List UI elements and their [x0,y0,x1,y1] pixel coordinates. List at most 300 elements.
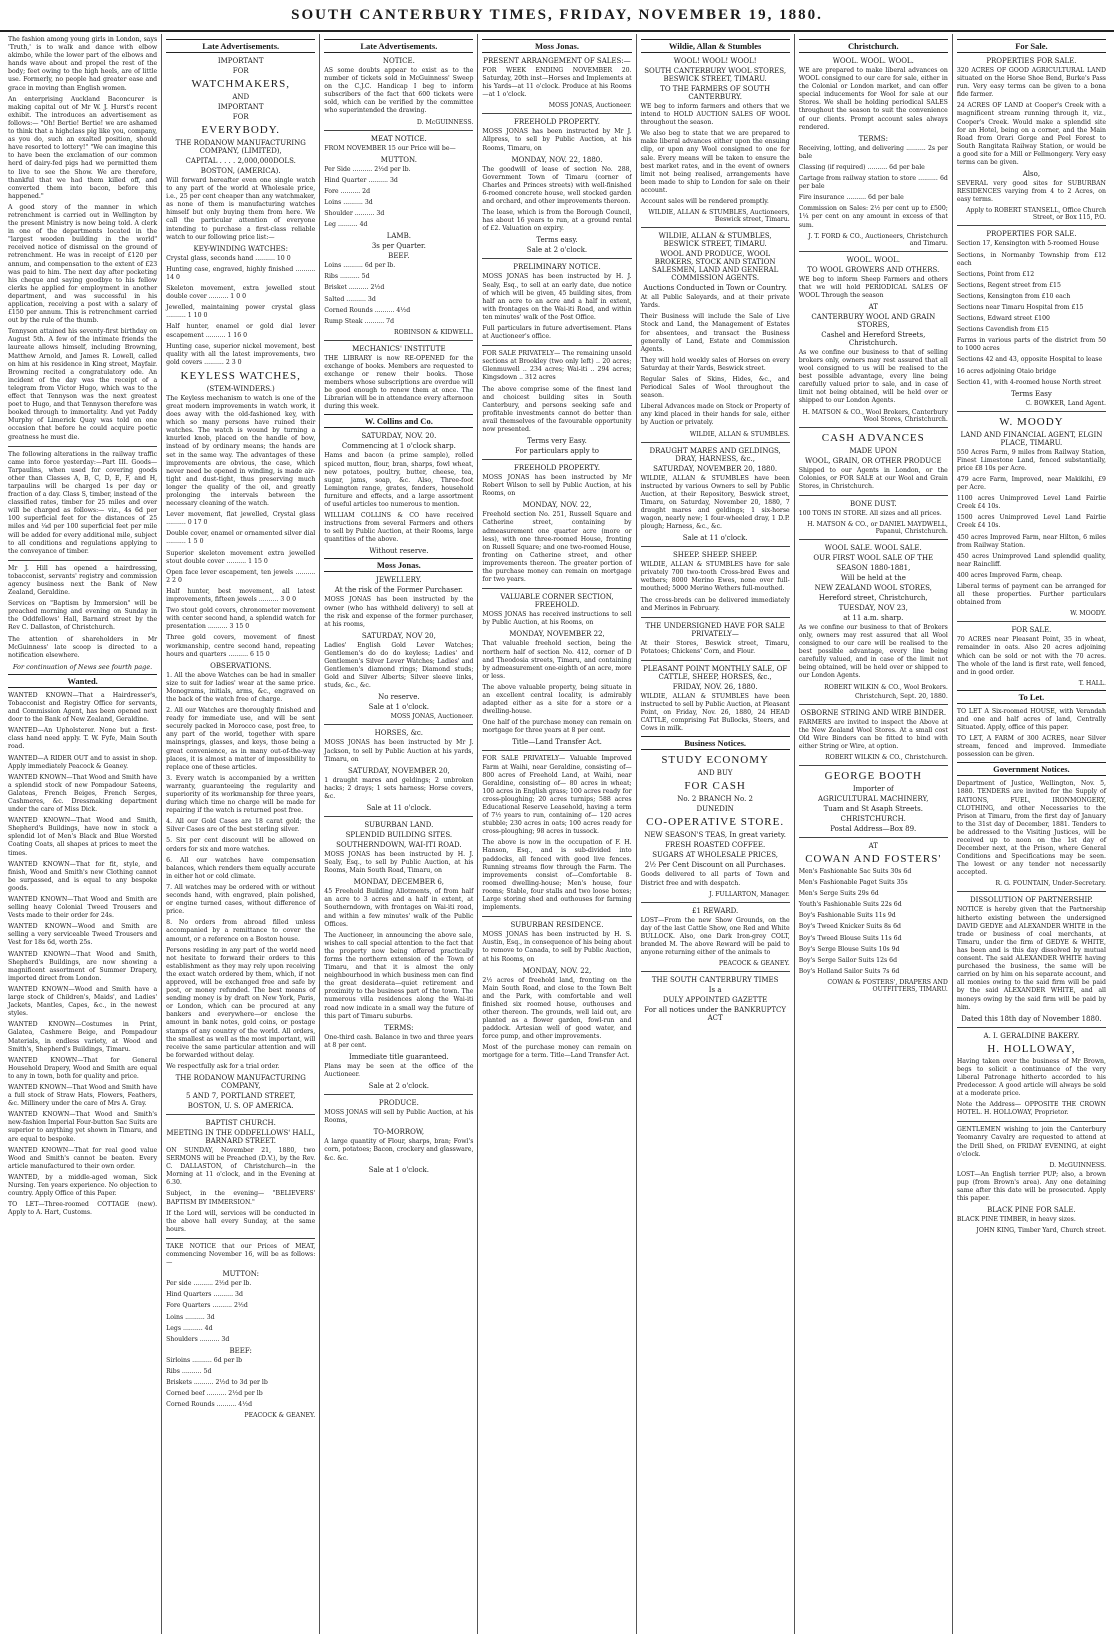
city: BOSTON, (AMERICA). [200,167,281,175]
divider [641,971,790,972]
ad-title: FREEHOLD PROPERTY. [514,118,600,127]
price-item: Three gold covers, movement of finest workmanship, centre second hand, repeating hours and quarters .......... 6 15 0 [166,634,318,658]
price-item: Boy's Serge Blouse Suits 10s 9d [798,945,900,953]
divider [799,495,948,496]
ad-line: Tuam and St Asaph Streets. [823,804,923,813]
ad-text: MOSS JONAS has been instructed by H. S. Austin, Esq., in consequence of his being about to remove to Canada, to sell by Public Auction, at his Rooms, on [482,931,634,963]
ad-line: Sale at 1 o'clock. [368,1165,430,1174]
divider [641,660,790,661]
ad-line: SATURDAY, NOV. 20. [361,432,437,441]
wanted-ad: WANTED KNOWN—That Wood and Smith, Shepherd's Buildings, have now in stock a splendid lot of Men's Black and Blue Worsted Coating Coats, all shapes at prices to meet the times. [8,817,160,857]
price-item: Boy's Tweed Knicker Suits 8s 6d [798,923,901,931]
ad-title: VALUABLE CORNER SECTION, FREEHOLD. [500,593,614,610]
wanted-ad: WANTED KNOWN—That Wood and Smith, Shepherd's Buildings, are now showing a magnificent assortment of Summer Drapery, imported direct from London. [8,950,160,982]
divider [799,765,948,766]
ad-text: The goodwill of lease of section No. 288, Government Town of Timaru (corner of Charles and Princes streets) with well-finished 6-roomed concrete house, well stocked garden and orchard, and other improvements thereon. [482,165,634,206]
divider [324,130,473,131]
price-item: Fore .......... 2d [324,187,371,195]
ad-text: LOST—From the new Show Grounds, on the day of the last Cattle Show, one Red and White BULLOCK. Also, one Dark Iron-grey COLT, branded M. The above Reward will be paid to anyone returning either of the animals to [640,916,792,956]
section-heading: Business Notices. [641,736,790,750]
price-item: Ribs .......... 5d [324,273,370,281]
list-item: Sections, Point from £12 [956,270,1035,278]
wanted-ad: WANTED KNOWN—That Wood and Smith have a full stock of Straw Hats, Flowers, Feathers, &c. Millinery under the care of Mrs A. Gray. [8,1083,160,1108]
ad-line: SOUTH CANTERBURY WOOL STORES, BESWICK STREET, TIMARU. [644,67,787,83]
ad-title: WOOL. WOOL. WOOL. [832,57,914,65]
price-item: Corned beef .......... 2½d per lb [166,1390,263,1398]
ad-line: Cashel and Hereford Streets, Christchurch. [821,330,926,347]
ad-line: FOR [232,67,249,75]
ad-text: Freehold section No. 251, Russell Square and Catherine street, containing by admeasurement one quarter acre (more or less), with one three-roomed House, fronting on Russell Square; and one two-roomed House, fronting on Catherine street, and other improvements thereon. The greater portion of the purchase money can remain on mortgage for two years. [482,511,634,584]
ad-title: WOOL. WOOL. [846,255,900,264]
list-item: 1100 acres Unimproved Level Land Fairlie Creek £4 10s. [956,495,1108,511]
list-item: Section 41, with 4-roomed house North street [956,378,1102,386]
divider [957,621,1106,622]
price-item: Men's Serge Suits 29s 6d [798,890,879,898]
ad-text: Ladies' English Gold Lever Watches; Gentlemen's do do do keyless; Ladies' and Gentlemen's Silver Lever Watches; Ladies' and Gentlemen's diamond rings; Diamond studs; Gold and Silver Alberts; Silver sleeve links, studs, &c., &c. [324,641,476,690]
signature: Apply to ROBERT STANSELL, Office Church Street, or Box 115, P.O. [966,207,1106,222]
ad-title: PRELIMINARY NOTICE. [513,263,601,272]
ad-line: Sale at 2 o'clock. [368,1082,430,1091]
ad-line: TO WOOL GROWERS AND OTHERS. [807,265,940,274]
news-paragraph: The following alterations in the railway traffic came into force yesterday:—Part III. Goods—Tarpaulins, when used for covering goods other than Classes A, B, C, D, E, F, and H, tarpaulins will be charged 1s per day or fraction of a day. Class S, timber, instead of the classified rates, timber for 25 miles and over will be charged as follows:— viz., 4s 6d per 100 superficial feet for the distances of 25 miles and ¼d per 100 superficial feet per mile will be added for every additional mile, subject to all conditions and regulations applying to the conveyance of timber. [8,450,160,555]
ad-line: Terms very Easy. [527,437,587,446]
ad-title: HORSES, &c. [374,729,424,738]
ad-text: FROM NOVEMBER 15 our Price will be— [324,144,456,152]
column-2 [161,34,319,1634]
signature: PEACOCK & GEANEY. [718,960,790,968]
ad-text: 1 draught mares and geldings; 2 unbroken hacks; 2 drays; 1 sets harness; Horse covers, &c. [324,776,476,800]
signature: H. MATSON & CO., Wool Brokers, Canterbury Wool Stores, Christchurch. [802,408,948,423]
price-item: Loins .......... 6d per lb. [324,262,396,270]
ad-line: MONDAY, DECEMBER 6, [353,878,445,887]
ad-text: One-third cash. Balance in two and three years at 8 per cent. [324,1033,476,1049]
ad-line: THE RODANOW MANUFACTURING COMPANY, [175,1074,306,1090]
ad-line: Title—Land Transfer Act. [512,738,602,747]
price-item: Double cover, enamel or ornamented silver dial .......... 1 5 0 [166,530,318,546]
signature: JOHN KING, Timber Yard, Church street. [976,1227,1106,1235]
price-heading: MUTTON. [380,155,417,164]
price-item: Shoulders .......... 3d [166,1335,230,1343]
newspaper-columns [4,34,1110,1634]
section-heading: Christchurch. [799,39,948,53]
ad-text: As we confine our business to that of selling brokers only, owners may rest assured that all wool consigned to us will be realised to the best possible advantage, every line being carefully valued prior to sale, and in case of limit not being obtained, will be held over or shipped to our London Agents. [798,348,950,405]
ad-text: Having taken over the business of Mr Brown, begs to solicit a continuance of the very Liberal Patronage hitherto accorded to his Predecessor. A good article will always be sold at a moderate price. [956,1057,1108,1098]
signature: WILDIE, ALLAN & STUMBLES. [689,430,790,438]
signature: MOSS JONAS, Auctioneer. [390,713,474,721]
ad-text: The above is now in the occupation of F. H. Hanson, Esq., and is sub-divided into paddocks, all fenced with good live fences. Running streams flow through the Farm. The improvements consist of—Comfortable 8-roomed dwelling-house; Men's house, four rooms; Stable, four stalls and two loose boxes; Large storing shed and outhouses for farming implements. [482,839,634,912]
ad-line: Dated this 18th day of November 1880. [961,1014,1102,1023]
signature: COWAN & FOSTERS', DRAPERS AND OUTFITTERS, TIMARU. [827,978,948,993]
ad-line: BOSTON, U. S. OF AMERICA. [187,1102,294,1110]
ad-line: TERMS: [384,1023,414,1032]
ad-text: MOSS JONAS has received instructions to sell by Public Auction, at his Rooms, on [482,611,634,627]
ad-title: PRODUCE. [378,1099,419,1108]
price-item: Half hunter, enamel or gold dial lever escapement .......... 1 16 0 [166,323,318,339]
ad-text: Full particulars in future advertisement. Plans at Auctioneer's office. [482,324,634,341]
divider [8,446,157,447]
ad-title: MEAT NOTICE. [370,134,427,143]
company-name: THE RODANOW MANUFACTURING COMPANY, (LIMITED), [175,139,306,155]
ad-text: The above valuable property, being situate in an excellent central locality, is admirably adapted either as a site for a store or a dwelling-house. [482,683,634,716]
ad-line: FRESH ROASTED COFFEE. [665,841,766,850]
wanted-ad: WANTED KNOWN—Costumes in Print, Galatea, Cashmere Beige, and Pompadour Materials, in endless variety, at Wood and Smith's, Shepherd's Buildings, Timaru. [8,1021,160,1053]
price-item: Classing (if required) .......... 6d per bale [798,163,925,171]
wanted-ad: WANTED KNOWN—That for fit, style, and finish, Wood and Smith's new Clothing cannot be surpassed, and is equal to any bespoke goods. [8,860,160,892]
ad-title: CO-OPERATIVE STORE. [646,816,785,829]
date-line: Christchurch, Sept. 20, 1880. [854,692,948,700]
list-item: 550 Acres Farm, 9 miles from Railway Station, Finest Limestone Land, fenced substantially, price £8 10s per Acre. [956,448,1108,472]
divider [324,816,473,817]
ad-line: CHRISTCHURCH. [840,814,906,823]
ad-title: MECHANICS' INSTITUTE [352,344,446,353]
ad-text: WILLIAM COLLINS & CO have received instructions from several Farmers and others to sell by Public Auction, at their Rooms, large quantities of the above. [324,512,476,544]
ad-text: Liberal terms of payment can be arranged for all these properties. Further particulars obtained from [956,583,1108,607]
wanted-ad: WANTED—An Upholsterer. None but a first-class hand need apply. T. W. Fyfe, Main South road. [8,727,160,751]
ad-line: TERMS: [858,134,888,143]
ad-title: WILDIE, ALLAN & STUMBLES, BESWICK STREET, TIMARU. [658,232,772,249]
ad-title: PROPERTIES FOR SALE. [986,230,1077,239]
price-item: Rump Steak .......... 7d [324,317,395,325]
price-item: Boy's Fashionable Suits 11s 9d [798,912,896,920]
wanted-ad: TO LET—Three-roomed COTTAGE (new). Apply to A. Hart, Customs. [8,1201,160,1217]
wanted-ad: WANTED KNOWN—Wood and Smith are selling a very serviceable Tweed Trousers and Vest for 18s 6d, worth 25s. [8,923,160,947]
ad-text: Will forward hereafter even one single watch to any part of the world at Wholesale price, i.e., 25 per cent cheaper than any watchmaker, as none of them is manufacturing watches himself but only buying them from here. We call the particular attention of everyone intending to purchase a first-class reliable watch to our following price list:— [166,177,318,241]
ad-text: 6. All our watches have compensation balances, which renders them equally accurate in either hot or cold climate. [166,856,318,880]
price-item: Youth's Fashionable Suits 22s 6d [798,901,902,909]
price-item: Receiving, lotting, and delivering .......... 2s per bale [798,144,950,160]
divider [957,1121,1106,1122]
ad-line: MADE UPON [849,446,898,455]
ad-text: Their Business will include the Sale of Live Stock and Land, the Management of Estates for absentees, and transact the Business generally of Land, Estate and Commission Agents. [640,313,792,353]
signature: WILDIE, ALLAN & STUMBLES, Auctioneers, Beswick street, Timaru. [648,209,790,224]
ad-title: NEW ZEALAND WOOL STORES, [814,583,932,592]
price-item: Cartage from railway station to store .......... 6d per bale [798,175,950,191]
ad-text: MOSS JONAS has been instructed by Mr J. Allpress, to sell by Public Auction, at his Rooms, Timaru, on [482,128,634,152]
ad-text: MOSS JONAS has been instructed by the owner (who has withheld delivery) to sell at the risk and expense of the former purchaser, at his rooms, [324,596,476,628]
ad-line: SEASON 1880-1881, [836,563,911,572]
ad-text: Persons residing in any part of the world need not hesitate to forward their orders to this establishment as they may rely upon receiving the exact watch ordered by them, which, if not approved, will be exchanged free and safe by post, or money refunded. The best means of sending money is by draft on New York, Paris, or London, which can be procured at any bankers and everywhere—or enclose the amount in bank notes, gold coins, or postage stamps of any country of the world. All orders, the smallest as well as the most important, will receive the same particular attention and will be forwarded without delay. [166,946,318,1059]
ad-text: 3. Every watch is accompanied by a written warranty, guaranteeing the regularity and superiority of its workmanship for three years, during which time no charge will be made for repairing if the watch is returned post free. [166,774,318,815]
ad-text: 100 TONS IN STORE. All sizes and all prices. [798,509,942,517]
price-item: Two stout gold covers, chronometer movement with center second hand, a splendid watch for presentation .......... 3 15 0 [166,607,318,631]
divider [957,891,1106,892]
ad-text: 320 ACRES OF GOOD AGRICULTURAL LAND situated on the Horse Shoe Bend, Burke's Pass run. Very easy terms can be given to a bona fide farmer. [956,67,1108,99]
ad-line: AND [232,93,250,101]
ad-line: MEETING IN THE ODDFELLOWS' HALL, BARNARD STREET. [166,1129,316,1145]
wanted-ad: WANTED KNOWN—That Wood and Smith have a splendid stock of new Pompadour Sateens, Galateas, French Beiges, French Serges, Cashmeres, &c. Dressmaking department under the care of Miss Dick. [8,773,160,814]
price-item: Open face lever escapement, ten jewels .......... 2 2 0 [166,568,318,584]
signature: C. BOWKER, Land Agent. [1025,399,1106,407]
continuation-note: For continuation of News see fourth page. [12,662,153,671]
ad-line: IMPORTANT [217,103,264,111]
divider [8,560,157,561]
ad-text: 70 ACRES near Pleasant Point, 35 in wheat, remainder in oats. Also 20 acres adjoining which can be sold or not with the 70 acres. The whole of the land is first rate, well fenced, and in good order. [956,636,1108,676]
price-item: Briskets .......... 2½d to 3d per lb [166,1378,268,1386]
ad-text: They will hold weekly sales of Horses on every Saturday at their Yards, Beswick street. [640,356,792,372]
ad-line: SOUTHERNDOWN, WAI-ITI ROAD. [336,840,462,849]
ad-line: WOOL AND PRODUCE, WOOL BROKERS, STOCK AND STATION SALESMEN, LAND AND GENERAL COMMISSION AGENTS. [651,250,779,283]
ad-text: MOSS JONAS has been instructed by Mr J. Jackson, to sell by Public Auction at his yards, Timaru, on [324,739,476,763]
divider [482,916,631,917]
wanted-ad: WANTED KNOWN—That a Hairdresser's, Tobacconist and Registry Office for servants, and Commission Agent, has been opened next door to the Bank of New Zealand, Geraldine. [8,691,160,724]
ad-line: FOR [232,113,249,121]
ad-title: KEYLESS WATCHES, [180,369,301,382]
price-item: Skeleton movement, extra jewelled stout double cover .......... 1 0 0 [166,285,318,301]
list-item: 400 acres Improved Farm, cheap. [956,571,1063,579]
ad-title: SUBURBAN LAND. [364,820,434,829]
price-item: Salted .......... 3d [324,295,376,303]
ad-line: NEW SEASON'S TEAS, In great variety. [644,831,786,840]
ad-line: SPLENDID BUILDING SITES. [345,830,453,839]
signature: ROBERT WILKIN & CO., Wool Brokers. [824,683,948,691]
divider [482,459,631,460]
ad-text: At all Public Saleyards, and at their private Yards. [640,294,792,310]
ad-text: Liberal Advances made on Stock or Property of any kind placed in their hands for sale, either by Auction or privately. [640,403,792,427]
ad-title: BAPTIST CHURCH. [205,1119,276,1127]
ad-text: FARMERS are invited to inspect the Above at the New Zealand Wool Stores. At a small cost Old Wire Binders can be fitted to bind with either String or Wire, at option. [798,718,950,750]
section-heading: Late Advertisements. [324,39,473,53]
divider [482,750,631,751]
wanted-ad: WANTED, by a middle-aged woman, Sick Nursing. Ten years experience. No objection to country. Apply Office of this Paper. [8,1173,160,1198]
ad-line: Commencing at 1 o'clock sharp. [341,442,456,451]
ad-line: MONDAY, NOVEMBER 22, [509,630,605,639]
ad-text: 8. No orders from abroad filled unless accompanied by a remittance to cover the amount, or a reference on a Boston house. [166,919,318,943]
ad-title: THE SOUTH CANTERBURY TIMES [651,976,779,985]
ad-text: Commission on Sales: 2½ per cent up to £500; 1¼ per cent on any amount in excess of that sum. [798,205,950,229]
ad-line: Will be held at the [840,573,906,582]
wanted-ad: WANTED—A RIDER OUT and to assist in shop. Apply immediately Peacock & Geaney. [8,754,160,770]
ad-text: THE LIBRARY is now RE-OPENED for the exchange of books. Members are requested to exchange or renew their books. Those members whose subscriptions are overdue will be good enough to renew them at once. The Librarian will be in attendance every afternoon during this week. [324,354,476,411]
divider [957,411,1106,412]
news-paragraph: Services on "Baptism by Immersion" will be preached morning and evening on Sunday in the Oddfellows' Hall, Barnard street by the Rev C. Dallaston, of Christchurch. [8,600,160,632]
ad-title: SHEEP. SHEEP. SHEEP. [672,551,758,560]
ad-text: Subject, in the evening— "BELIEVERS' BAPTISM BY IMMERSION." [166,1190,318,1206]
ad-line: MONDAY, NOV. 22, [522,966,592,975]
list-item: Sections Cavendish from £15 [956,326,1049,334]
wanted-ad: WANTED KNOWN—That for real good value Wood and Smith's cannot be beaten. Every article manufactured to their own order. [8,1146,160,1170]
ad-title: DULY APPOINTED GAZETTE [662,996,768,1005]
price-item: Hind Quarter .......... 3d [324,176,398,184]
ad-line: Terms easy. [536,236,578,245]
divider [957,225,1106,226]
masthead [0,0,1114,32]
ad-text: Account sales will be rendered promptly. [640,198,769,206]
price-item: Shoulder .......... 3d [324,210,385,218]
price-item: Boy's Tweed Blouse Suits 11s 6d [798,934,902,942]
ad-text: TO LET, A FARM of 300 ACRES, near Silver stream, fenced and improved. Immediate possession can be given. [956,735,1108,759]
ad-line: Without reserve. [369,547,429,556]
divider [482,345,631,346]
ad-text: NOTICE is hereby given that the Partnership hitherto existing between the undersigned DAVID GEDYE and ALEXANDER WHITE in the trade or business of coal merchants, at Timaru, under the firm of GEDYE & WHITE, has been and is this day dissolved by mutual consent. The said ALEXANDER WHITE having purchased the business, the same will be carried on by him on his separate account, and all monies owing to the said firm will be paid by the said ALEXANDER WHITE, and all moneys owing by the said firm will be paid by him. [956,906,1108,1011]
ad-text: Shipped to our Agents in London, or the Colonies, or FOR SALE at our Wool and Grain Stores, in Christchurch. [798,466,950,490]
signature: T. HALL. [1078,679,1106,687]
divider [641,617,790,618]
ad-line: 2½ Per Cent Discount on all Purchases. [644,861,786,870]
divider [799,837,948,838]
signature: ROBINSON & KIDWELL. [394,328,474,336]
ad-text: WILDIE, ALLAN & STUMBLES have been instructed to sell by Public Auction, at Pleasant Point, on Friday, Nov. 26, 1880, 24 HEAD CATTLE, comprising Fat Bullocks, Steers, and Cows in milk. [640,692,792,733]
ad-text: As we confine our business to that of Brokers only, owners may rest assured that all Wool consigned to our care will be realised to the best possible advantage, every line being carefully valued, and in case of the limit not being obtained, will be held over or shipped to our London Agents. [798,623,950,680]
ad-text: FOR SALE PRIVATELY— Valuable Improved Farm at Waihi, near Geraldine, consisting of— 800 acres of Freehold Land, at Waihi, near Geraldine, consisting of— 80 acres in wheat; 100 acres in English grass; 100 acres ready for cross-ploughing; 20 acres turnips; 588 acres Educational Reserve Leasehold, having a term of 7½ years to run, containing of— 120 acres stubble; 230 acres in oats; 100 acres ready for cross-ploughing; 98 acres in tussock. [482,755,634,836]
divider [641,227,790,228]
ad-title: PROPERTIES FOR SALE. [986,57,1077,65]
ad-title: WOOL SALE. WOOL SALE. [824,543,922,552]
ad-text: WE beg to inform Sheep Farmers and others that we will hold PERIODICAL SALES OF WOOL Through the season [798,275,950,299]
ad-text: AS some doubts appear to exist as to the number of tickets sold in McGuinness' Sweep on the C.J.C. Handicap I beg to inform subscribers of the fact that 600 tickets were sold, which can be verified by the committee who superintended the drawing. [324,67,476,115]
price-heading: BEEF. [388,252,410,261]
ad-text: A large quantity of Flour, sharps, bran; Fowl's corn, potatoes; Bacon, crockery and glassware, &c. &c. [324,1138,476,1162]
ad-line: DUNEDIN [696,805,734,814]
price-item: Corned Rounds .......... 4½d [166,1401,253,1409]
divider [482,258,631,259]
capital: CAPITAL . . . . 2,000,000DOLS. [185,157,296,165]
price-item: Superior skeleton movement extra jewelled stout double cover .......... 1 15 0 [166,549,318,565]
ad-title: DRAUGHT MARES AND GELDINGS, DRAY, HARNESS, &c., [649,446,781,463]
ad-line: No reserve. [378,693,420,702]
ad-line: For particulars apply to [515,447,599,456]
section-heading: W. Collins and Co. [324,414,473,428]
ad-line: at 11 a.m. sharp. [843,613,904,622]
ad-line: Immediate title guaranteed. [348,1052,449,1061]
price-item: Men's Fashionable Sac Suits 30s 6d [798,867,912,875]
ad-text: MOSS JONAS has been instructed by Mr Robert Wilson to sell by Public Auction, at his Rooms, on [482,474,634,498]
ad-text: Regular Sales of Skins, Hides, &c., and Periodical Sales of Wool throughout the season. [640,375,792,400]
section-heading: To Let. [957,690,1106,704]
column-4 [477,34,635,1634]
news-paragraph: The fashion among young girls in London, says 'Truth,' is to walk and dance with elbow akimbo, while the lower part of the elbows and hands wave about and propel the rest of the body; feet owing to the high heels, are of little use. Formerly, no people had greater ease and grace in moving than English women. [8,36,160,92]
ad-line: WOOL, GRAIN, OR OTHER PRODUCE [804,456,942,465]
list-item: Sections, Edward street £100 [956,315,1050,323]
price-item: Boy's Serge Sailor Suits 12s 6d [798,956,898,964]
price-item: Men's Fashionable Paget Suits 35s [798,879,908,887]
list-item: Sections 42 and 43, opposite Hospital to lease [956,356,1103,364]
ad-title: COWAN AND FOSTERS' [805,852,942,865]
ad-text: 2½ acres of freehold land, fronting on the Main South Road, and close to the Town Belt and the Park, with comfortable and well finished six roomed house, outhouses and other thereon. The grounds, well laid out, are planted as a flower garden, fowl-run and paddock. Artesian well of good water, and force pump, and other improvements. [482,976,634,1041]
wanted-ad: WANTED KNOWN—That Wood and Smith are selling heavy Colonial Tweed Trousers and Vests made to their order for 24s. [8,896,160,920]
ad-title: TUESDAY, NOV 23, [838,603,908,612]
ad-text: The Auctioneer, in announcing the above sale, wishes to call special attention to the fact that the property now being offered practically forms the northern extension of the Town of Timaru, and that it is almost the only neighbourhood in which business men can find the great desiderata—quiet retirement and proximity to the business part of the town. The numerous villa residences along the Wai-iti road now indicate in a small way the future of this part of Timaru suburbs. [324,931,476,1020]
wanted-ad: WANTED KNOWN—Wood and Smith have a large stock of Children's, Maids', and Ladies' Jackets, Mantles, Capes, &c., in the newest styles. [8,985,160,1018]
ad-text: GENTLEMEN wishing to join the Canterbury Yeomanry Cavalry are requested to attend at the Drill Shed, on FRIDAY EVENING, at eight o'clock. [956,1126,1108,1158]
ad-text: 1. All the above Watches can be had in smaller size to suit for ladies' wear at the same price. Monograms, initials, arms, &c., engraved on the back of the watch free of charge. [166,671,318,703]
price-item: Leg .......... 4d [324,221,368,229]
ad-line: Sale at 11 o'clock. [682,534,748,543]
price-item: Legs .......... 4d [166,1324,213,1332]
ad-title: BLACK PINE FOR SALE. [987,1206,1076,1215]
signature: J. T. FORD & CO., Auctioneers, Christchurch and Timaru. [808,232,948,247]
list-item: Sections, in Normanby Township from £12 each [956,251,1108,267]
list-item: 1500 acres Unimproved Level Land Fairlie Creek £4 10s. [956,514,1108,530]
signature: MOSS JONAS, Auctioneer. [548,102,632,110]
ad-text: WILDIE, ALLAN & STUMBLES have for sale privately 700 two-tooth Cross-bred Ewes and wethers; 8000 Merino Ewes, none over full-mouthed; 5000 Merino Wethers full-mouthed. [640,561,792,593]
ad-line: Sale at 11 o'clock. [366,803,432,812]
ad-text: TAKE NOTICE that our Prices of MEAT, commencing November 16, will be as follows:— [166,1242,318,1267]
signature: J. FULLARTON, Manager. [709,890,790,898]
ad-line: TO-MORROW, [373,1128,425,1137]
wanted-ad: WANTED KNOWN—That Wood and Smith's new-fashion Imperial Four-button Sac Suits are superior to anything yet shown in Timaru, and are equal to bespoke. [8,1111,160,1143]
ad-title: AGRICULTURAL MACHINERY, [818,794,929,803]
section-heading: Moss Jonas. [482,39,631,53]
ad-title: H. HOLLOWAY, [987,1042,1076,1055]
ad-text: MOSS JONAS has been instructed by H. J. Sealy, Esq., to sell by Public Auction, at his Rooms, Main South Road, Timaru, on [324,850,476,875]
price-item: Hunting case, superior nickel movement, best quality with all the latest improvements, two gold covers .......... 2 3 0 [166,342,318,366]
divider [324,724,473,725]
price-item: Fire insurance .......... 6d per bale [798,194,904,202]
signature: D. McGUINNESS. [416,118,474,126]
ad-line: SATURDAY, NOV 20, [361,631,436,640]
ad-title: JEWELLERY. [376,576,422,585]
list-item: Section 17, Kensington with 5-roomed House [956,240,1100,248]
ad-title: THE UNDERSIGNED HAVE FOR SALE PRIVATELY— [645,621,785,638]
wanted-heading: Wanted. [8,674,157,688]
divider [799,704,948,705]
ad-text: FOR SALE PRIVATELY— The remaining unsold sections at Brookley (two only left) .. 20 acres; Glenmuwell .. 234 acres; Wai-iti .. 294 acres; Kingsdown .. 312 acres [482,350,634,382]
ad-line: MONDAY, NOV. 22, 1880. [511,155,603,164]
divider [482,588,631,589]
divider [799,251,948,252]
section-heading: Government Notices. [957,762,1106,776]
ad-line: TO THE FARMERS OF SOUTH CANTERBURY. [660,85,771,101]
signature: H. MATSON & CO., or DANIEL MAYDWELL, Papanui, Christchurch. [807,520,948,535]
divider [166,1114,315,1115]
price-item: Corned Rounds .......... 4½d [324,306,411,314]
price-item: Per Side .......... 2½d per lb. [324,165,411,173]
section-heading: For Sale. [957,39,1106,53]
ad-title: STUDY ECONOMY [661,754,769,767]
ad-text: If the Lord will, services will be conducted in the above hall every Sunday, at the same hours. [166,1209,318,1233]
ad-text: One half of the purchase money can remain on mortgage for three years at 8 per cent. [482,719,634,735]
divider [324,1094,473,1095]
price-item: Hind Quarters .......... 3d [166,1291,243,1299]
news-paragraph: The attention of shareholders in Mr McGuinness' late scoop is directed to a notification elsewhere. [8,635,160,659]
price-item: Jewelled, maintaining power crystal glass .......... 1 10 0 [166,304,318,320]
ad-line: Is a [708,986,722,995]
ad-line: For all notices under the BANKRUPTCY ACT [644,1006,787,1023]
ad-text: The cross-breds can be delivered immediately and Merinos in February. [640,596,792,612]
list-item: Sections, Kensington from £10 each [956,292,1071,300]
ad-line: IMPORTANT [217,57,264,65]
divider [482,113,631,114]
masthead-title: SOUTH CANTERBURY TIMES, FRIDAY, NOVEMBER 19, 1880. [291,6,823,23]
ad-title: £1 REWARD. [691,906,739,915]
ad-line: 5 AND 7, PORTLAND STREET, [186,1092,296,1100]
signature: W. MOODY. [1070,610,1106,618]
ad-text: 45 Freehold Building Allotments, of from half an acre to 3 acres and a half in extent, at Southerndown, with frontages on Wai-iti road, and within a few minutes' walk of the Public Offices. [324,888,476,928]
divider [799,427,948,428]
ad-line: Auctions Conducted in Town or Country. [643,284,787,293]
list-item: 16 acres adjoining Otaio bridge [956,367,1057,375]
ad-text: We respectfully ask for a trial order. [166,1062,280,1070]
wanted-ad: WANTED KNOWN—That for General Household Drapery, Wood and Smith are equal to any in town, both for quality and price. [8,1056,160,1080]
signature: PEACOCK & GEANEY. [244,1412,316,1420]
ad-line: SUGARS AT WHOLESALE PRICES, [652,851,779,860]
ad-line: Also, [1022,170,1041,179]
ad-text: Most of the purchase money can remain on mortgage for a term. Title—Land Transfer Act. [482,1044,634,1060]
ad-title: EVERYBODY. [201,124,280,136]
ad-line: Sale at 2 o'clock. [526,246,588,255]
list-item: 450 acres Unimproved Land splendid quality, near Raincliff. [956,552,1108,568]
ad-title: CANTERBURY WOOL AND GRAIN STORES, [811,312,936,329]
price-heading: OBSERVATIONS. [210,661,272,670]
ad-title: FOR SALE. [1011,626,1052,635]
divider [641,546,790,547]
news-paragraph: An enterprising Auckland Baconcurer is making capital out of Mr W. J. Hurst's recent exhibit. The introduces an advertisement as follows:— "Oh! Bertie! Bertie! we are ashamed to think that a highclass pig like you, company, as you do, such an exalted position, should have resorted to lottery!" "We can imagine this to have been the exclamation of our common herd of dairy-fed pigs had we permitted them to live to see the Show. We are therefore, thankful that we had them killed off, and converted them into bacon, before this happened." [8,95,160,200]
ad-text: SEVERAL very good sites for SUBURBAN RESIDENCES varying from 4 to 2 Acres, on easy terms. [956,180,1108,204]
list-item: Farms in various parts of the district from 50 to 1000 acres [956,337,1108,353]
price-item: Half hunter, best movement, all latest improvements, fifteen jewels .......... 3 0 0 [166,587,318,604]
ad-line: (STEM-WINDERS.) [206,384,275,393]
ad-title: PRESENT ARRANGEMENT OF SALES:— [483,57,631,65]
